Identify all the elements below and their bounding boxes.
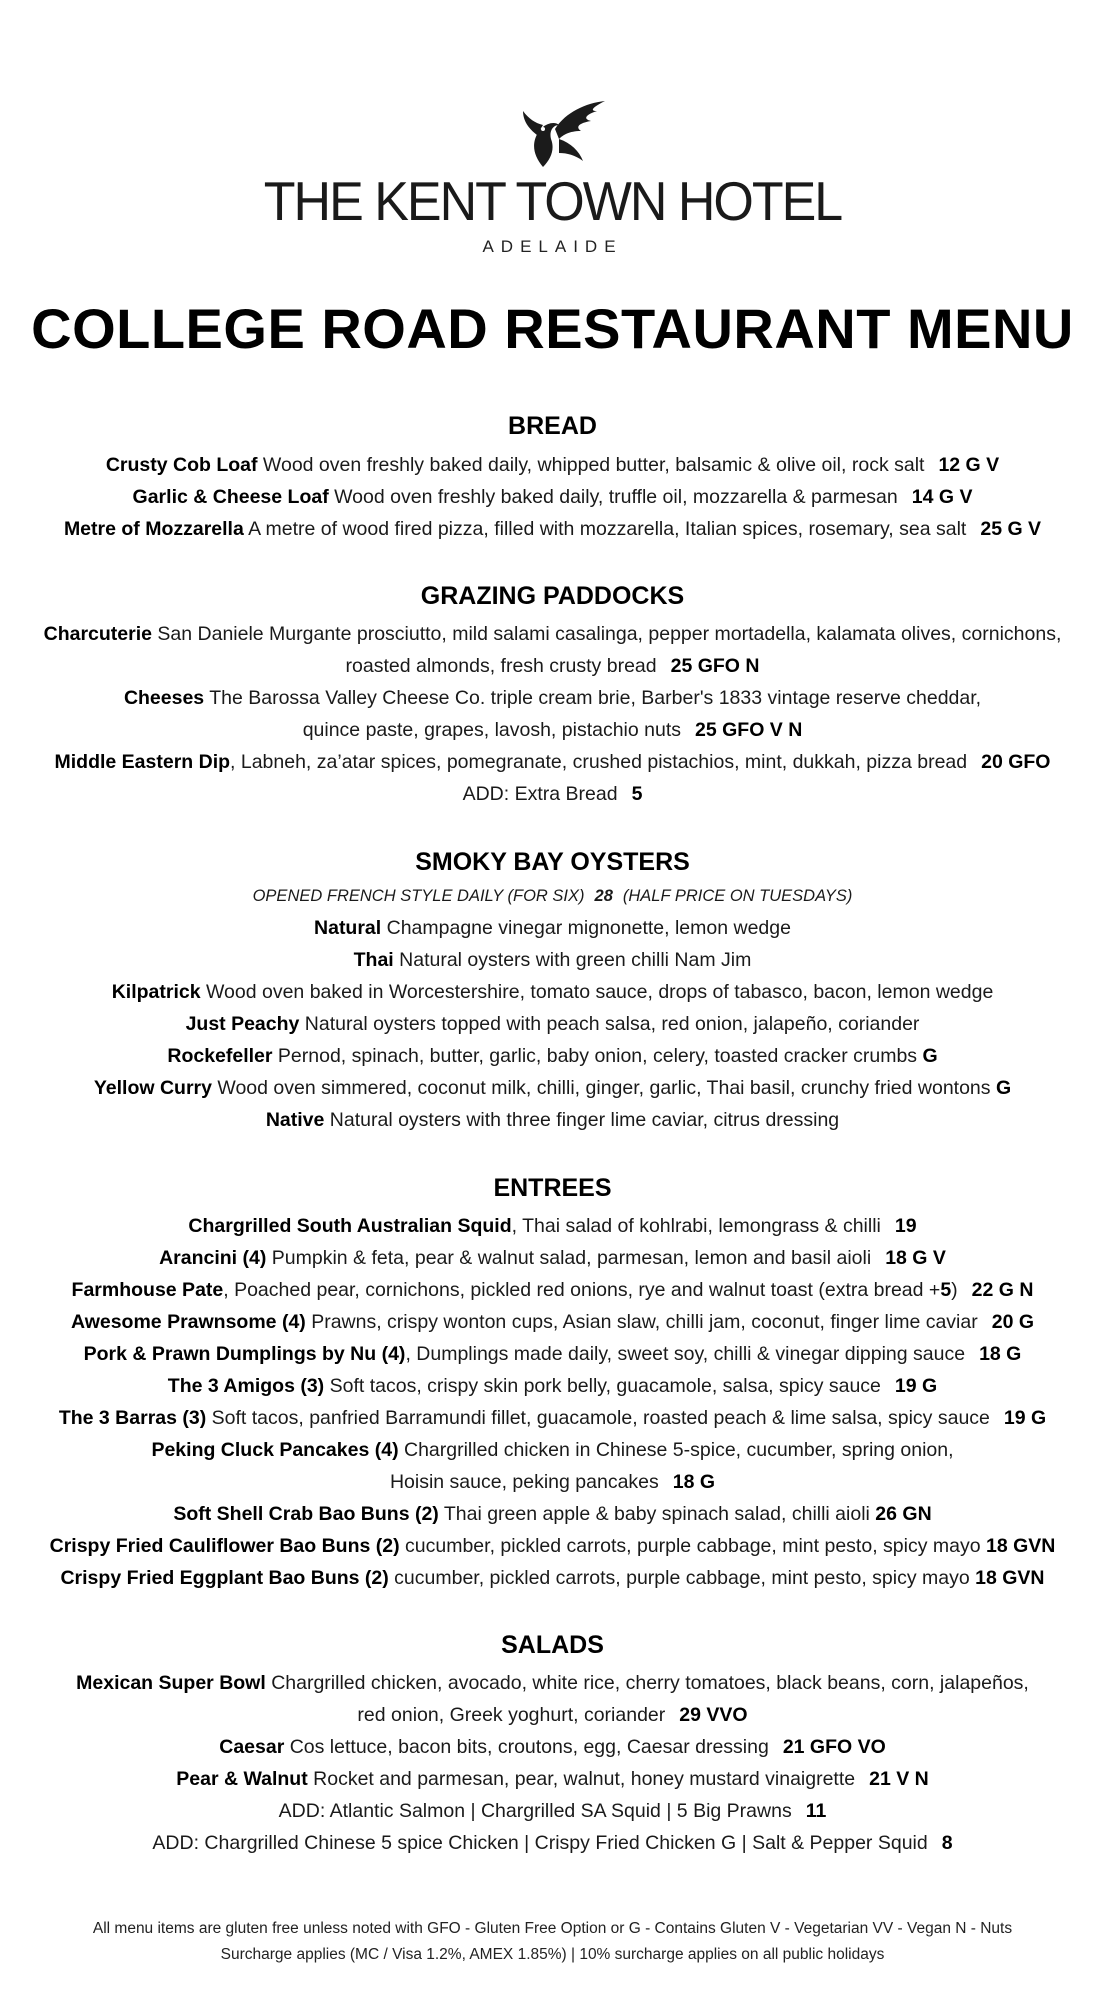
item-desc: Wood oven simmered, coconut milk, chilli, ginger, garlic, Thai basil, crunchy fried wontons <box>211 1077 996 1099</box>
phoenix-bird-icon <box>493 95 613 175</box>
menu-title: COLLEGE ROAD RESTAURANT MENU <box>31 297 1074 360</box>
item-desc: Natural oysters with green chilli Nam Jim <box>393 949 752 971</box>
item-name: Arancini (4) <box>159 1247 267 1269</box>
item-name: Farmhouse Pate <box>71 1279 224 1301</box>
menu-item-continued <box>0 650 1105 682</box>
item-name: Natural <box>314 917 382 939</box>
item-desc: A metre of wood fired pizza, filled with mozzarella, Italian spices, rosemary, sea salt <box>243 518 967 540</box>
item-tag: G <box>995 1077 1012 1099</box>
item-name: Soft Shell Crab Bao Buns (2) <box>173 1503 439 1525</box>
item-name: Pork & Prawn Dumplings by Nu (4) <box>83 1343 406 1365</box>
item-desc: Pumpkin & feta, pear & walnut salad, parmesan, lemon and basil aioli <box>266 1247 872 1269</box>
menu-item <box>0 1370 1105 1402</box>
item-desc: Chargrilled chicken, avocado, white rice, cherry tomatoes, black beans, corn, jalapeños, <box>265 1672 1029 1694</box>
item-price: 19 G <box>1003 1407 1047 1429</box>
menu-item <box>0 1402 1105 1434</box>
add-on-line <box>0 778 1105 810</box>
item-price: 12 G V <box>938 454 1000 476</box>
item-name: The 3 Barras (3) <box>58 1407 207 1429</box>
menu-item <box>0 1562 1105 1594</box>
item-desc: roasted almonds, fresh crusty bread <box>345 655 657 677</box>
menu-item <box>0 1104 1105 1136</box>
item-price: 26 GN <box>875 1503 932 1525</box>
menu-item <box>0 449 1105 481</box>
item-name: The 3 Amigos (3) <box>167 1375 325 1397</box>
menu-item-continued <box>0 1466 1105 1498</box>
menu-item <box>0 1763 1105 1795</box>
item-price: 25 G V <box>980 518 1042 540</box>
item-desc: red onion, Greek yoghurt, coriander <box>357 1704 666 1726</box>
item-desc: Cos lettuce, bacon bits, croutons, egg, Caesar dressing <box>284 1736 769 1758</box>
menu-item <box>0 912 1105 944</box>
menu-item <box>0 1338 1105 1370</box>
hotel-name: THE KENT TOWN HOTEL <box>263 171 842 233</box>
menu-item <box>0 746 1105 778</box>
item-desc: Pernod, spinach, butter, garlic, baby onion, celery, toasted cracker crumbs <box>272 1045 923 1067</box>
menu-item <box>0 1008 1105 1040</box>
add-on-price: 11 <box>805 1800 827 1822</box>
menu-item <box>0 1242 1105 1274</box>
item-name: Caesar <box>219 1736 285 1758</box>
item-tag: G <box>922 1045 938 1067</box>
menu-item <box>0 481 1105 513</box>
menu-item <box>0 618 1105 650</box>
item-name: Crusty Cob Loaf <box>105 454 258 476</box>
item-price: 20 G <box>991 1311 1035 1333</box>
item-desc: cucumber, pickled carrots, purple cabbage, mint pesto, spicy mayo <box>388 1567 976 1589</box>
item-price: 21 GFO VO <box>782 1736 886 1758</box>
item-price: 29 VVO <box>679 1704 748 1726</box>
item-price: 18 G <box>979 1343 1022 1365</box>
item-name: Middle Eastern Dip <box>54 751 231 773</box>
item-desc: Rocket and parmesan, pear, walnut, honey mustard vinaigrette <box>307 1768 856 1790</box>
menu-item <box>0 1040 1105 1072</box>
menu-item <box>0 1530 1105 1562</box>
item-name: Crispy Fried Cauliflower Bao Buns (2) <box>49 1535 400 1557</box>
item-desc: Hoisin sauce, peking pancakes <box>389 1471 659 1493</box>
item-name: Just Peachy <box>185 1013 300 1035</box>
item-desc: San Daniele Murgante prosciutto, mild salami casalinga, pepper mortadella, kalamata olives, cornichons, <box>151 623 1062 645</box>
oysters-note <box>0 880 1105 912</box>
item-price: 18 G V <box>885 1247 946 1269</box>
item-name: Rockefeller <box>167 1045 273 1067</box>
item-name: Cheeses <box>123 687 205 709</box>
menu-item <box>0 1274 1105 1306</box>
item-desc: cucumber, pickled carrots, purple cabbage, mint pesto, spicy mayo <box>399 1535 986 1557</box>
item-price: 20 GFO <box>981 751 1051 773</box>
item-name: Garlic & Cheese Loaf <box>132 486 329 508</box>
item-name: Chargrilled South Australian Squid <box>188 1215 512 1237</box>
hotel-city: ADELAIDE <box>482 237 623 256</box>
item-desc: , Thai salad of kohlrabi, lemongrass & chilli <box>511 1215 881 1237</box>
item-name: Peking Cluck Pancakes (4) <box>151 1439 399 1461</box>
item-desc: Champagne vinegar mignonette, lemon wedge <box>381 917 791 939</box>
section-heading-bread: BREAD <box>508 412 597 440</box>
item-name: Native <box>265 1109 325 1131</box>
item-desc-end: ) <box>951 1279 958 1301</box>
menu-item <box>0 1072 1105 1104</box>
dietary-legend: All menu items are gluten free unless noted with GFO - Gluten Free Option or G - Contains Gluten V - Vegetarian VV - Vegan N - Nuts <box>92 1920 1013 1937</box>
oysters-note-text-2: (HALF PRICE ON TUESDAYS) <box>622 887 853 905</box>
item-desc-bold: 5 <box>940 1279 952 1301</box>
item-desc: Natural oysters topped with peach salsa, red onion, jalapeño, coriander <box>299 1013 920 1035</box>
item-price: 21 V N <box>869 1768 929 1790</box>
menu-item <box>0 944 1105 976</box>
menu-item <box>0 513 1105 545</box>
item-price: 25 GFO V N <box>695 719 803 741</box>
surcharge-note: Surcharge applies (MC / Visa 1.2%, AMEX 1.85%) | 10% surcharge applies on all public holidays <box>220 1946 885 1963</box>
section-heading-oysters: SMOKY BAY OYSTERS <box>415 848 690 876</box>
add-on-line <box>0 1795 1105 1827</box>
hotel-logo <box>0 95 1105 175</box>
section-heading-entrees: ENTREES <box>493 1174 612 1202</box>
menu-item <box>0 976 1105 1008</box>
item-price: 19 G <box>894 1375 938 1397</box>
menu-item <box>0 1306 1105 1338</box>
item-price: 18 GVN <box>975 1567 1045 1589</box>
menu-item <box>0 1731 1105 1763</box>
section-heading-salads: SALADS <box>501 1631 604 1659</box>
item-price: 19 <box>894 1215 917 1237</box>
item-name: Yellow Curry <box>93 1077 212 1099</box>
item-desc: Soft tacos, panfried Barramundi fillet, guacamole, roasted peach & lime salsa, spicy sauce <box>206 1407 990 1429</box>
item-name: Charcuterie <box>43 623 152 645</box>
add-on-price: 8 <box>941 1832 953 1854</box>
add-on-line <box>0 1827 1105 1859</box>
item-desc: Natural oysters with three finger lime caviar, citrus dressing <box>324 1109 840 1131</box>
item-desc: Wood oven baked in Worcestershire, tomato sauce, drops of tabasco, bacon, lemon wedge <box>200 981 994 1003</box>
item-price: 18 G <box>672 1471 716 1493</box>
menu-item <box>0 1667 1105 1699</box>
item-desc: quince paste, grapes, lavosh, pistachio nuts <box>302 719 682 741</box>
item-desc: Soft tacos, crispy skin pork belly, guacamole, salsa, spicy sauce <box>324 1375 881 1397</box>
item-price: 14 G V <box>911 486 973 508</box>
menu-item-continued <box>0 1699 1105 1731</box>
item-desc: , Dumplings made daily, sweet soy, chilli & vinegar dipping sauce <box>405 1343 966 1365</box>
item-desc: , Poached pear, cornichons, pickled red onions, rye and walnut toast (extra bread + <box>223 1279 941 1301</box>
item-name: Metre of Mozzarella <box>63 518 244 540</box>
item-name: Crispy Fried Eggplant Bao Buns (2) <box>60 1567 389 1589</box>
item-desc: The Barossa Valley Cheese Co. triple cream brie, Barber's 1833 vintage reserve cheddar, <box>204 687 982 709</box>
item-desc: Thai green apple & baby spinach salad, chilli aioli <box>438 1503 876 1525</box>
item-desc: Wood oven freshly baked daily, whipped butter, balsamic & olive oil, rock salt <box>257 454 925 476</box>
item-name: Awesome Prawnsome (4) <box>70 1311 306 1333</box>
oysters-note-text: OPENED FRENCH STYLE DAILY (FOR SIX) <box>252 887 585 905</box>
item-name: Thai <box>353 949 394 971</box>
menu-item <box>0 1210 1105 1242</box>
menu-item-continued <box>0 714 1105 746</box>
item-price: 22 G N <box>971 1279 1034 1301</box>
item-price: 25 GFO N <box>670 655 760 677</box>
item-desc: , Labneh, za’atar spices, pomegranate, crushed pistachios, mint, dukkah, pizza bread <box>230 751 968 773</box>
section-heading-grazing: GRAZING PADDOCKS <box>420 582 685 610</box>
add-on-text: ADD: Extra Bread <box>462 783 618 805</box>
oysters-note-price: 28 <box>594 887 613 905</box>
add-on-text: ADD: Atlantic Salmon | Chargrilled SA Squid | 5 Big Prawns <box>278 1800 792 1822</box>
item-name: Pear & Walnut <box>176 1768 308 1790</box>
menu-item <box>0 682 1105 714</box>
item-price: 18 GVN <box>985 1535 1056 1557</box>
add-on-text: ADD: Chargrilled Chinese 5 spice Chicken | Crispy Fried Chicken G | Salt & Pepper Squid <box>152 1832 928 1854</box>
menu-item <box>0 1434 1105 1466</box>
menu-item <box>0 1498 1105 1530</box>
item-name: Kilpatrick <box>111 981 201 1003</box>
add-on-price: 5 <box>631 783 643 805</box>
item-name: Mexican Super Bowl <box>76 1672 266 1694</box>
item-desc: Prawns, crispy wonton cups, Asian slaw, chilli jam, coconut, finger lime caviar <box>305 1311 978 1333</box>
item-desc: Chargrilled chicken in Chinese 5-spice, cucumber, spring onion, <box>398 1439 954 1461</box>
item-desc: Wood oven freshly baked daily, truffle oil, mozzarella & parmesan <box>328 486 898 508</box>
